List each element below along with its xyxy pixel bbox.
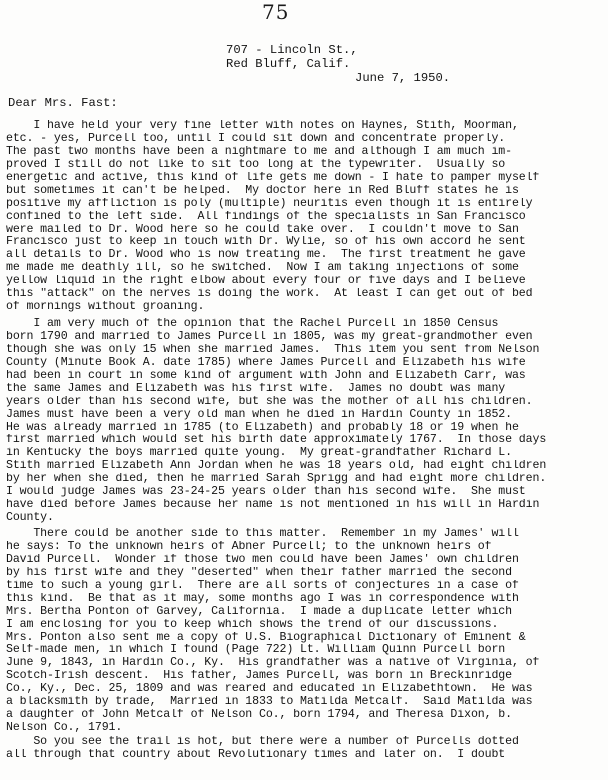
text-line: There could be another side to this matter. Remember in my James' will	[6, 528, 519, 540]
text-line: positive my affliction is poly (multiple) neuritis even though it is entirely	[6, 197, 533, 210]
text-line: I would judge James was 23-24-25 years older than his second wife. She must	[6, 486, 526, 499]
text-line: I have held your very fine letter with notes on Haynes, Stith, Moorman,	[6, 120, 519, 132]
text-line: first married which would set his birth date approximately 1767. In those days	[6, 434, 547, 447]
text-line: June 9, 1843, in Hardin Co., Ky. His grandfather was a native of Virginia, of	[6, 657, 540, 670]
text-line: Mrs. Ponton also sent me a copy of U.S. Biographical Dictionary of Eminent &	[6, 631, 526, 644]
text-line: Co., Ky., Dec. 25, 1809 and was reared and educated in Elizabethtown. He was	[6, 683, 533, 696]
text-line: this kind. Be that as it may, some months ago I was in correspondence with	[6, 592, 519, 605]
body-paragraph-2	[6, 318, 606, 525]
text-line: The past two months have been a nightmare to me and although I am much im-	[6, 145, 512, 158]
text-line: born 1790 and married to James Purcell in 1805, was my great-grandmother even	[6, 330, 533, 343]
sender-street: 707 - Lincoln St.,	[226, 43, 358, 57]
salutation: Dear Mrs. Fast:	[8, 96, 118, 110]
page-number: 75	[262, 0, 290, 24]
text-line: I am very much of the opinion that the Rachel Purcell in 1850 Census	[6, 318, 499, 330]
text-line: but sometimes it can't be helped. My doctor here in Red Bluff states he is	[6, 184, 519, 197]
text-line: energetic and active, this kind of life gets me down - I hate to pamper myself	[6, 171, 540, 184]
text-line: in Kentucky the boys married quite young. My great-grandfather Richard L.	[6, 447, 512, 460]
text-line: etc. - yes, Purcell too, until I could sit down and concentrate properly.	[6, 132, 506, 145]
text-line: David Purcell. Wonder if those two men could have been James' own children	[6, 553, 519, 566]
letter-date: June 7, 1950.	[355, 71, 451, 85]
text-line: confined to the left side. All findings of the specialists in San Francisco	[6, 210, 526, 223]
text-line: Mrs. Bertha Ponton of Garvey, California. I made a duplicate letter which	[6, 605, 512, 618]
text-line: County.	[6, 512, 54, 525]
text-line: had been in court in some kind of argument with John and Elizabeth Carr, was	[6, 369, 526, 382]
sender-city: Red Bluff, Calif.	[226, 57, 351, 71]
text-line: Self-made men, in which I found (Page 722) Lt. William Quinn Purcell born	[6, 644, 506, 657]
text-line: proved I still do not like to sit too long at the typewriter. Usually so	[6, 158, 506, 171]
text-line: Scotch-Irish descent. His father, James Purcell, was born in Breckinridge	[6, 670, 512, 683]
text-line: he says: To the unknown heirs of Abner Purcell; to the unknown heirs of	[6, 540, 492, 553]
text-line: Stith married Elizabeth Ann Jordan when he was 18 years old, had eight children	[6, 460, 547, 473]
text-line: time to such a young girl. There are all sorts of conjectures in a case of	[6, 579, 519, 592]
text-line: I am enclosing for you to keep which shows the trend of our discussions.	[6, 618, 499, 631]
text-line: Nelson Co., 1791.	[6, 722, 123, 735]
text-line: a blacksmith by trade, Married in 1833 to Matilda Metcalf. Said Matilda was	[6, 696, 533, 709]
text-line: though she was only 15 when she married James. This item you sent from Nelson	[6, 343, 540, 356]
text-line: by his first wife and they "deserted" when their father married the second	[6, 566, 512, 579]
text-line: a daughter of John Metcalf of Nelson Co., born 1794, and Theresa Dixon, b.	[6, 709, 512, 722]
text-line: were mailed to Dr. Wood here so he could take over. I couldn't move to San	[6, 223, 519, 236]
text-line: all through that country about Revolutionary times and later on. I doubt	[6, 748, 506, 761]
text-line: James must have been a very old man when he died in Hardin County in 1852.	[6, 408, 512, 421]
text-line: me made me deathly ill, so he switched. Now I am taking injections of some	[6, 262, 519, 275]
text-line: years older than his second wife, but she was the mother of all his children.	[6, 395, 533, 408]
text-line: by her when she died, then he married Sarah Sprigg and had eight more children.	[6, 473, 547, 486]
text-line: of mornings without groaning.	[6, 301, 205, 314]
text-line: the same James and Elizabeth was his first wife. James no doubt was many	[6, 382, 506, 395]
text-line: all details to Dr. Wood who is now treating me. The first treatment he gave	[6, 249, 526, 262]
text-line: yellow liquid in the right elbow about every four or five days and I believe	[6, 275, 526, 288]
text-line: this "attack" on the nerves is doing the work. At least I can get out of bed	[6, 288, 533, 301]
text-line: County (Minute Book A. date 1785) where James Purcell and Elizabeth his wife	[6, 356, 526, 369]
text-line: Francisco just to keep in touch with Dr. Wylie, so of his own accord he sent	[6, 236, 526, 249]
body-paragraph-3	[6, 528, 606, 735]
text-line: have died before James because her name is not mentioned in his will in Hardin	[6, 499, 540, 512]
text-line: So you see the trail is hot, but there were a number of Purcells dotted	[6, 736, 519, 748]
body-paragraph-4	[6, 736, 606, 762]
body-paragraph-1	[6, 120, 606, 314]
text-line: He was already married in 1785 (to Elizabeth) and probably 18 or 19 when he	[6, 421, 519, 434]
